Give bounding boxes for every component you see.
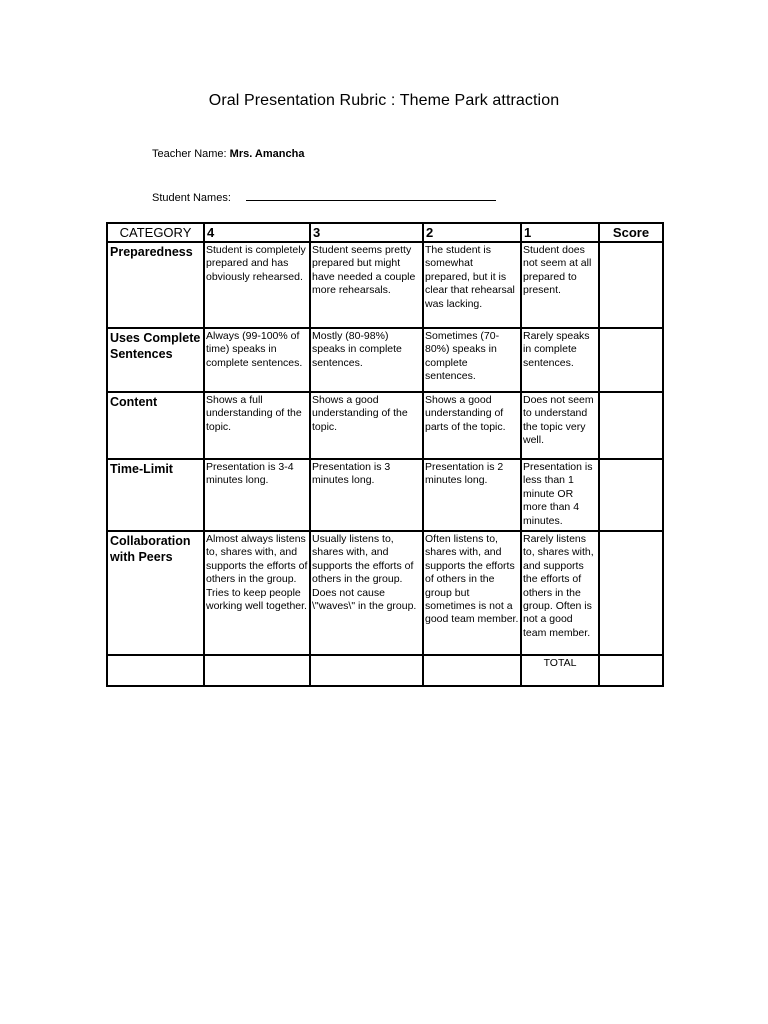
cell-level-2: The student is somewhat prepared, but it is clear that rehearsal was lacking. — [423, 242, 521, 328]
category-preparedness: Preparedness — [107, 242, 204, 328]
teacher-label: Teacher Name: — [152, 148, 227, 160]
table-row — [107, 459, 663, 531]
cell-level-4: Student is completely prepared and has obviously rehearsed. — [204, 242, 310, 328]
cell-level-4: Presentation is 3-4 minutes long. — [204, 459, 310, 531]
total-label: TOTAL — [521, 655, 599, 686]
total-empty-cell — [310, 655, 423, 686]
table-row — [107, 531, 663, 655]
student-names-label: Student Names: — [152, 192, 231, 204]
table-row — [107, 328, 663, 392]
table-row — [107, 242, 663, 328]
score-cell[interactable] — [599, 328, 663, 392]
table-row — [107, 392, 663, 459]
cell-level-3: Student seems pretty prepared but might have needed a couple more rehearsals. — [310, 242, 423, 328]
cell-level-3: Mostly (80-98%) speaks in complete sentences. — [310, 328, 423, 392]
category-collaboration: Collaboration with Peers — [107, 531, 204, 655]
header-row — [107, 223, 663, 242]
student-names-line — [152, 188, 496, 204]
score-cell[interactable] — [599, 392, 663, 459]
category-time-limit: Time-Limit — [107, 459, 204, 531]
category-complete-sentences: Uses Complete Sentences — [107, 328, 204, 392]
cell-level-4: Almost always listens to, shares with, and supports the efforts of others in the group. Tries to keep people working well together. — [204, 531, 310, 655]
cell-level-3: Usually listens to, shares with, and supports the efforts of others in the group. Does not cause \"waves\" in the group. — [310, 531, 423, 655]
cell-level-1: Presentation is less than 1 minute OR more than 4 minutes. — [521, 459, 599, 531]
score-cell[interactable] — [599, 242, 663, 328]
total-row — [107, 655, 663, 686]
teacher-name: Mrs. Amancha — [229, 148, 305, 160]
cell-level-1: Does not seem to understand the topic very well. — [521, 392, 599, 459]
cell-level-1: Rarely speaks in complete sentences. — [521, 328, 599, 392]
cell-level-2: Presentation is 2 minutes long. — [423, 459, 521, 531]
cell-level-4: Always (99-100% of time) speaks in complete sentences. — [204, 328, 310, 392]
header-level-2: 2 — [423, 223, 521, 242]
cell-level-4: Shows a full understanding of the topic. — [204, 392, 310, 459]
score-cell[interactable] — [599, 531, 663, 655]
header-category: CATEGORY — [107, 223, 204, 242]
rubric-table — [106, 222, 664, 687]
cell-level-2: Shows a good understanding of parts of the topic. — [423, 392, 521, 459]
score-cell[interactable] — [599, 459, 663, 531]
page-title: Oral Presentation Rubric : Theme Park attraction — [208, 92, 560, 109]
total-empty-cell — [107, 655, 204, 686]
cell-level-2: Sometimes (70-80%) speaks in complete sentences. — [423, 328, 521, 392]
teacher-line — [152, 148, 304, 160]
total-score-cell[interactable] — [599, 655, 663, 686]
category-content: Content — [107, 392, 204, 459]
total-empty-cell — [423, 655, 521, 686]
cell-level-3: Presentation is 3 minutes long. — [310, 459, 423, 531]
header-level-4: 4 — [204, 223, 310, 242]
cell-level-2: Often listens to, shares with, and supports the efforts of others in the group but sometimes is not a good team member. — [423, 531, 521, 655]
cell-level-1: Rarely listens to, shares with, and supports the efforts of others in the group. Often is not a good team member. — [521, 531, 599, 655]
cell-level-3: Shows a good understanding of the topic. — [310, 392, 423, 459]
header-level-3: 3 — [310, 223, 423, 242]
header-score: Score — [599, 223, 663, 242]
student-names-blank[interactable] — [246, 188, 496, 201]
header-level-1: 1 — [521, 223, 599, 242]
total-empty-cell — [204, 655, 310, 686]
cell-level-1: Student does not seem at all prepared to present. — [521, 242, 599, 328]
